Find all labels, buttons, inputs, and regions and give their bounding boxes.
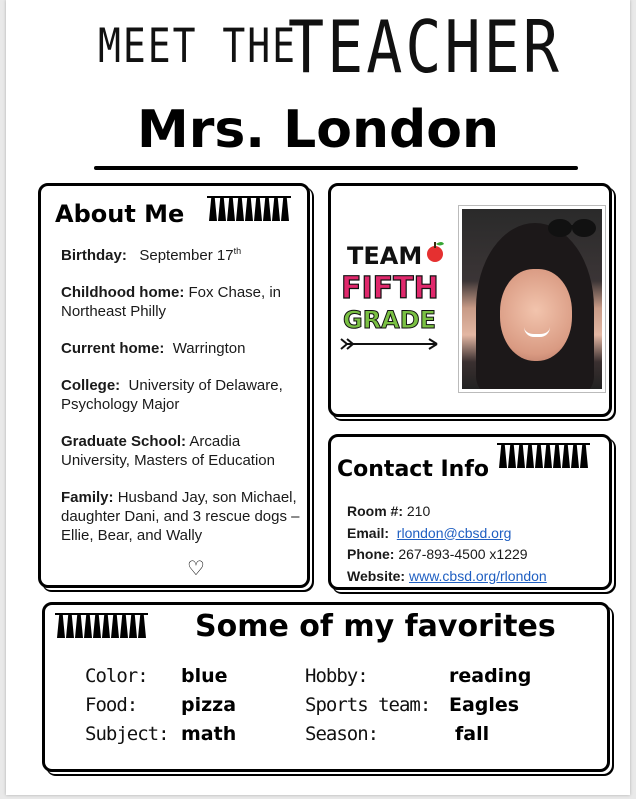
fav-value-color: blue [181, 665, 228, 687]
about-value: Husband Jay, son Michael, daughter Dani, and 3 rescue dogs – Ellie, Bear, and Wally [61, 489, 300, 544]
about-value: Warrington [172, 340, 246, 357]
contact-value: 267-893-4500 x1229 [398, 546, 528, 562]
about-item-family [61, 488, 311, 545]
teacher-name: Mrs. London [136, 100, 500, 160]
about-item-college [61, 376, 311, 414]
about-item-current-home [61, 339, 311, 358]
heart-icon: ♡ [187, 558, 205, 580]
about-list [61, 242, 311, 563]
contact-info-box [328, 434, 612, 590]
fav-value-subject: math [181, 723, 237, 745]
about-value: Arcadia University, Masters of Education [61, 433, 275, 469]
logo-line-team: TEAM [347, 242, 423, 270]
name-underline [94, 166, 578, 170]
fav-value-sports-team: Eagles [449, 694, 520, 716]
contact-label: Room #: [347, 503, 403, 519]
tassel-garland-icon [209, 196, 289, 221]
contact-label: Phone: [347, 546, 395, 562]
contact-list [347, 501, 547, 587]
contact-value: 210 [406, 503, 431, 519]
fav-value-hobby: reading [449, 665, 532, 687]
about-label: College: [61, 377, 121, 394]
header-meet-the: MEET THE [98, 18, 298, 73]
flyer-page [6, 0, 630, 795]
about-me-title: About Me [55, 200, 185, 228]
about-value: Fox Chase, in Northeast Philly [61, 284, 282, 320]
contact-info-title: Contact Info [337, 457, 490, 482]
favorites-box [42, 602, 610, 772]
contact-phone [347, 544, 547, 566]
contact-room [347, 501, 547, 523]
logo-line-grade: GRADE [343, 306, 437, 334]
about-label: Graduate School: [61, 433, 187, 450]
fav-value-food: pizza [181, 694, 237, 716]
email-link[interactable]: rlondon@cbsd.org [396, 524, 512, 541]
photo-box [328, 183, 612, 417]
contact-label: Email: [347, 524, 390, 541]
website-link[interactable]: www.cbsd.org/rlondon [408, 567, 547, 584]
fav-label-season: Season: [305, 723, 379, 745]
sunglasses-icon [546, 217, 598, 239]
about-label: Birthday: [61, 247, 127, 264]
about-item-birthday [61, 242, 311, 265]
fav-label-sports-team: Sports team: [305, 694, 431, 716]
fav-label-food: Food: [85, 694, 138, 716]
logo-line-fifth: FIFTH [341, 271, 439, 306]
team-fifth-grade-logo [333, 232, 451, 360]
tassel-garland-icon [499, 443, 588, 468]
about-label: Childhood home: [61, 284, 185, 301]
header-teacher: TEACHER [288, 6, 562, 90]
fav-label-subject: Subject: [85, 723, 169, 745]
contact-label: Website: [347, 567, 406, 584]
about-value: University of Delaware, Psychology Major [61, 377, 283, 413]
fav-value-season: fall [455, 723, 490, 745]
about-item-graduate [61, 432, 311, 470]
teacher-photo [459, 206, 605, 392]
favorites-grid [85, 665, 605, 765]
contact-email [347, 523, 547, 545]
about-me-box [38, 183, 310, 588]
contact-website [347, 566, 547, 588]
tassel-garland-icon [57, 613, 146, 638]
about-sup: th [233, 246, 242, 256]
about-label: Current home: [61, 340, 165, 357]
about-value: September 17 [139, 247, 234, 264]
about-item-childhood [61, 283, 311, 321]
favorites-title: Some of my favorites [195, 609, 556, 644]
fav-label-color: Color: [85, 665, 148, 687]
about-label: Family: [61, 489, 114, 506]
fav-label-hobby: Hobby: [305, 665, 368, 687]
